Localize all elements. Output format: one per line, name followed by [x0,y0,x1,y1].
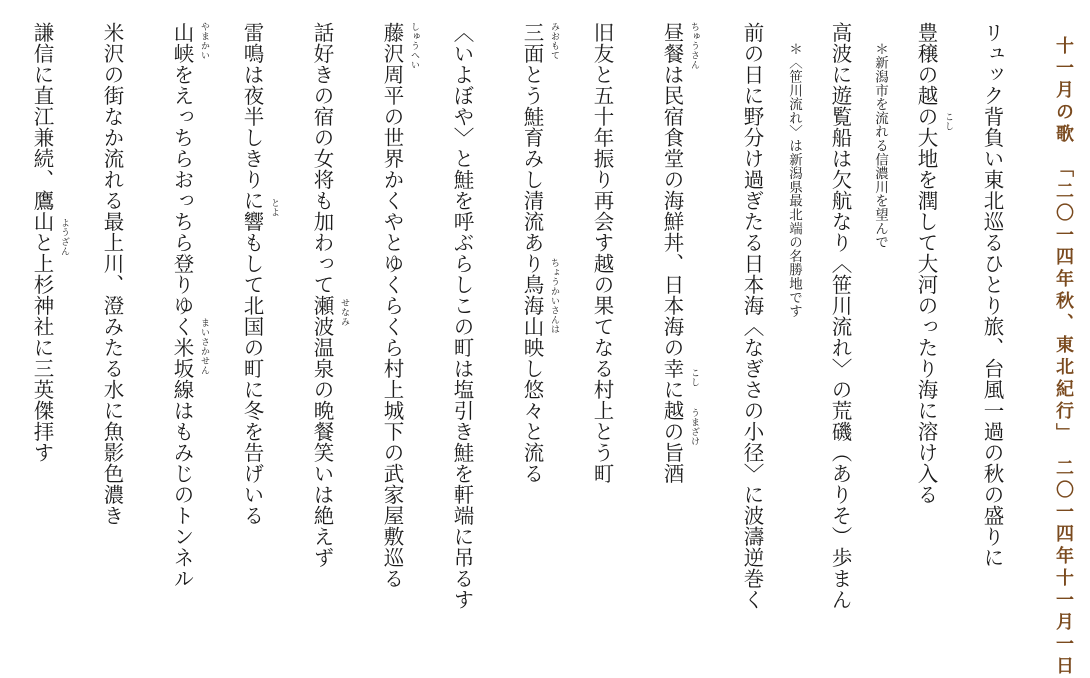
poem-line-7-part-2: とう鮭育みし清流あり鳥海山映 [520,64,544,358]
poem-line-14-part-1: 謙信に直江兼続、鷹山 [30,22,54,232]
poem-line-12-part-3: はもみじのトンネル [170,400,194,589]
ruby-toyo: とよ [269,198,279,217]
ruby-chokaisan: ちょうかいさんは [549,258,559,334]
ruby-yamakai: やまかい [199,22,209,60]
poem-line-9 [382,22,403,589]
poem-line-3: 高波に遊覧船は欠航なり〈笹川流れ〉の荒磯（ありそ）歩まん [828,22,852,610]
poem-line-13: 米沢の街なか流れる最上川、澄みたる水に魚影色濃き [100,22,124,526]
poem-line-10 [312,22,333,568]
poem-line-8: 〈いよぼや〉と鮭を呼ぶらしこの町は塩引き鮭を軒端に吊るす [450,22,474,610]
poem-line-5-part-1: 昼餐 [660,22,684,64]
poem-line-7-part-1: 三面 [520,22,544,64]
ruby-koshi: こし [943,112,953,131]
poem-header: 十一月の歌 「二〇一四年秋、東北紀行」 二〇一四年十一月一日 [1053,36,1074,678]
poem-line-1: リュック背負い東北巡るひとり旅、台風一過の秋の盛りに [980,22,1004,568]
poem-note-1: ＊新潟市を流れる信濃川を望んで [872,42,888,249]
poem-line-9-part-2: の世界かくやとゆくらくら村上城下の武家屋敷巡る [380,106,404,589]
poem-line-12-part-1: 山峡 [170,22,194,64]
poem-line-10-part-1: 話好きの宿の女将も加わって瀬波 [310,22,334,337]
ruby-chuusan: ちゅうさん [689,22,699,70]
poem-line-2-part-2: の大地を潤して大河のったり海に溶け入る [914,106,938,505]
poem-line-12-part-2: をえっちらおっちら登りゆく米坂線 [170,64,194,400]
ruby-maisakasen: まいさかせん [199,318,209,375]
poem-line-9-part-1: 藤沢周平 [380,22,404,106]
ruby-umazake: うまざけ [689,408,699,446]
poem-line-7 [522,22,543,484]
poem-line-2-part-1: 豊穣の越 [914,22,938,106]
poem-line-7-part-3: し悠々と流る [520,358,544,484]
ruby-miomote: みおもて [549,22,559,60]
poem-line-11-part-1: 雷鳴は夜半しきりに響 [240,22,264,232]
ruby-sena: せなみ [339,298,349,327]
poem-line-2 [916,22,937,505]
poem-line-14-part-2: と上杉神社に三英傑拝す [30,232,54,463]
poem-line-10-part-2: 温泉の晩餐笑いは絶えず [310,337,334,568]
poem-line-14 [32,22,53,463]
poem-line-5 [662,22,683,484]
ruby-youzan: ようざん [59,218,69,256]
poem-line-6: 旧友と五十年振り再会す越の果てなる村上とう町 [590,22,614,484]
poem-line-11-part-2: もして北国の町に冬を告げいる [240,232,264,526]
poem-note-2: ＊〈笹川流れ〉は新潟県最北端の名勝地です [786,42,802,318]
poem-line-11 [242,22,263,526]
ruby-koshi-2: こし [689,368,699,387]
ruby-shuuhei: しゅうへい [409,22,419,70]
poem-line-4: 前の日に野分け過ぎたる日本海〈なぎさの小径〉に波濤逆巻く [740,22,764,610]
poem-line-5-part-2: は民宿食堂の海鮮丼、日本海の幸に越 [660,64,684,421]
poem-line-5-part-3: の旨酒 [660,421,684,484]
poem-line-12 [172,22,193,589]
